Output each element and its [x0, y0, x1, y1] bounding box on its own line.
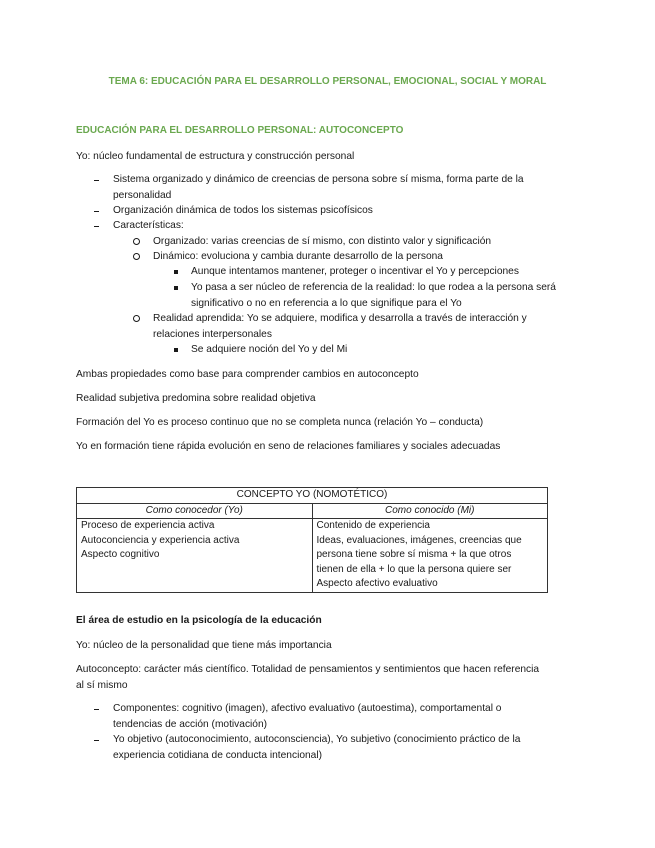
concepto-yo-table — [76, 487, 548, 593]
table-cell-conocedor — [77, 519, 313, 593]
table-cell-line: Proceso de experiencia activa — [81, 520, 215, 531]
section-heading-psicologia: El área de estudio en la psicología de la educación — [76, 615, 322, 626]
bullet-text-cont: personalidad — [113, 190, 172, 201]
paragraph: Realidad subjetiva predomina sobre realidad objetiva — [76, 393, 316, 404]
paragraph: Yo en formación tiene rápida evolución en seno de relaciones familiares y sociales adecuadas — [76, 441, 501, 452]
sub-sub-bullet-text-cont: significativo o no en referencia a lo que signifique para el Yo — [191, 298, 462, 309]
table-cell-line: Aspecto cognitivo — [81, 549, 160, 560]
dash-bullet-icon — [94, 211, 99, 212]
paragraph: Autoconcepto: carácter más científico. Totalidad de pensamientos y sentimientos que hacen referencia — [76, 664, 540, 675]
bullet-text: Yo objetivo (autoconocimiento, autoconsciencia), Yo subjetivo (conocimiento práctico de la — [113, 734, 521, 745]
circle-bullet-icon — [133, 315, 140, 322]
table-cell-line: Aspecto afectivo evaluativo — [316, 578, 438, 589]
square-bullet-icon — [174, 270, 178, 274]
dash-bullet-icon — [94, 740, 99, 741]
square-bullet-icon — [174, 348, 178, 352]
table-cell-line: persona tiene sobre sí misma + la que otros — [316, 549, 512, 560]
sub-sub-bullet-text: Yo pasa a ser núcleo de referencia de la realidad: lo que rodea a la persona será — [191, 282, 556, 293]
bullet-text: Sistema organizado y dinámico de creencias de persona sobre sí misma, forma parte de la — [113, 174, 524, 185]
sub-bullet-text: Organizado: varias creencias de sí mismo, con distinto valor y significación — [153, 236, 492, 247]
table-header: CONCEPTO YO (NOMOTÉTICO) — [77, 488, 548, 504]
circle-bullet-icon — [133, 238, 140, 245]
sub-bullet-text: Dinámico: evoluciona y cambia durante desarrollo de la persona — [153, 251, 443, 262]
table-column-head: Como conocedor (Yo) — [77, 503, 313, 519]
table-cell-conocido — [312, 519, 548, 593]
dash-bullet-icon — [94, 180, 99, 181]
section-heading-autoconcepto: EDUCACIÓN PARA EL DESARROLLO PERSONAL: AUTOCONCEPTO — [76, 125, 404, 136]
paragraph: Ambas propiedades como base para comprender cambios en autoconcepto — [76, 369, 419, 380]
table-cell-line: Autoconciencia y experiencia activa — [81, 534, 240, 546]
table-cell-line: tienen de ella + lo que la persona quiere ser — [316, 563, 512, 575]
sub-bullet-text: Realidad aprendida: Yo se adquiere, modifica y desarrolla a través de interacción y — [153, 313, 527, 324]
paragraph: Yo: núcleo de la personalidad que tiene más importancia — [76, 640, 332, 651]
table-cell-line: Contenido de experiencia — [316, 520, 430, 531]
sub-sub-bullet-text: Aunque intentamos mantener, proteger o incentivar el Yo y percepciones — [191, 266, 519, 277]
bullet-text-cont: tendencias de acción (motivación) — [113, 719, 268, 730]
document-title: TEMA 6: EDUCACIÓN PARA EL DESARROLLO PERSONAL, EMOCIONAL, SOCIAL Y MORAL — [108, 76, 547, 87]
bullet-text: Características: — [113, 220, 184, 231]
paragraph: Formación del Yo es proceso continuo que no se completa nunca (relación Yo – conducta) — [76, 417, 484, 428]
paragraph-cont: al sí mismo — [76, 680, 128, 691]
bullet-text-cont: experiencia cotidiana de conducta intencional) — [113, 750, 322, 761]
table-column-head: Como conocido (Mi) — [312, 503, 548, 519]
square-bullet-icon — [174, 286, 178, 290]
intro-paragraph: Yo: núcleo fundamental de estructura y construcción personal — [76, 151, 355, 162]
table-cell-line: Ideas, evaluaciones, imágenes, creencias que — [316, 534, 522, 546]
dash-bullet-icon — [94, 709, 99, 710]
dash-bullet-icon — [94, 226, 99, 227]
circle-bullet-icon — [133, 253, 140, 260]
sub-sub-bullet-text: Se adquiere noción del Yo y del Mi — [191, 344, 348, 355]
bullet-text: Componentes: cognitivo (imagen), afectivo evaluativo (autoestima), comportamental o — [113, 703, 502, 714]
bullet-text: Organización dinámica de todos los sistemas psicofísicos — [113, 205, 373, 216]
sub-bullet-text-cont: relaciones interpersonales — [153, 329, 272, 340]
